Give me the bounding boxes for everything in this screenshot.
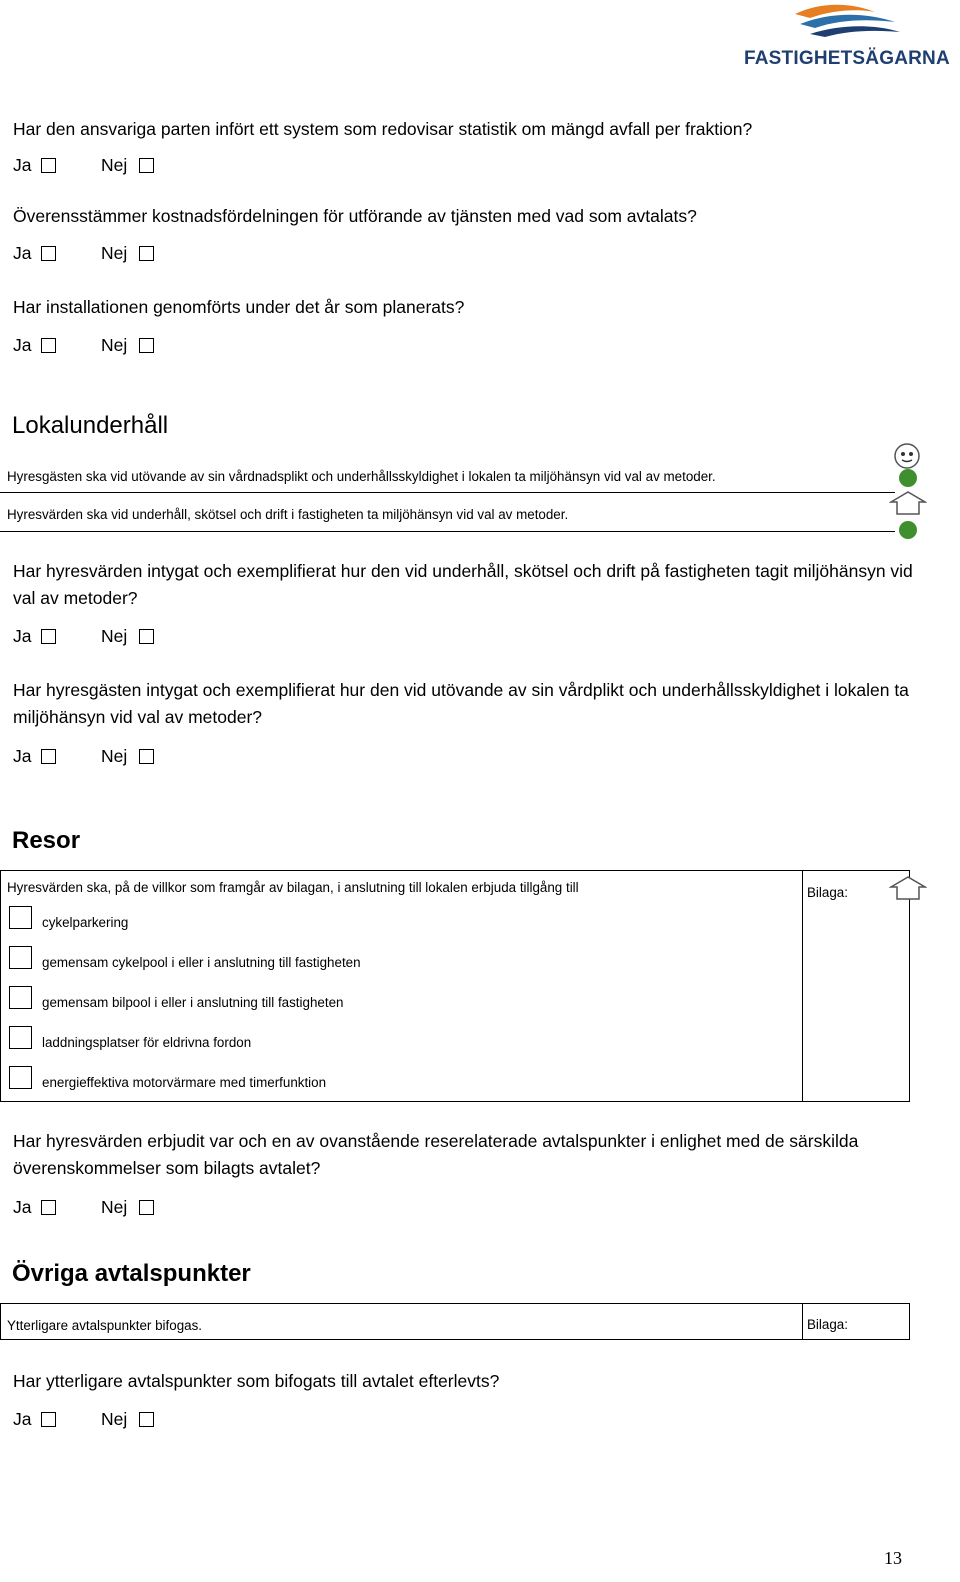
question-additional-followed: Har ytterligare avtalspunkter som bifogats till avtalet efterlevts? xyxy=(13,1371,500,1391)
yes-checkbox[interactable] xyxy=(41,246,56,261)
section-title-resor: Resor xyxy=(12,827,81,854)
yes-label: Ja xyxy=(13,746,32,766)
no-label: Nej xyxy=(101,155,128,175)
no-label: Nej xyxy=(101,243,128,263)
resor-intro: Hyresvärden ska, på de villkor som framgår av bilagan, i anslutning till lokalen erbjuda tillgång till xyxy=(7,880,579,895)
no-checkbox[interactable] xyxy=(139,246,154,261)
option-label: energieffektiva motorvärmare med timerfunktion xyxy=(42,1075,327,1090)
logo-text: FASTIGHETSÄGARNA xyxy=(744,48,950,69)
question-installation-year: Har installationen genomförts under det år som planerats? xyxy=(13,297,465,317)
no-label: Nej xyxy=(101,746,128,766)
landlord-house-icon xyxy=(889,875,927,901)
yes-checkbox[interactable] xyxy=(41,338,56,353)
yes-checkbox[interactable] xyxy=(41,749,56,764)
question-cost-allocation: Överensstämmer kostnadsfördelningen för utförande av tjänsten med vad som avtalats? xyxy=(13,206,697,226)
landlord-house-icon xyxy=(889,490,927,516)
question-travel-offered: Har hyresvärden erbjudit var och en av ovanstående reserelaterade avtalspunkter i enlighet med de särskilda överenskommelser som bilagts avtalet? xyxy=(13,1131,859,1178)
option-label: cykelparkering xyxy=(42,915,129,930)
yes-checkbox[interactable] xyxy=(41,629,56,644)
option-label: laddningsplatser för eldrivna fordon xyxy=(42,1035,252,1050)
lokal-tenant-requirement: Hyresgästen ska vid utövande av sin vårdnadsplikt och underhållsskyldighet i lokalen ta miljöhänsyn vid val av metoder. xyxy=(7,469,716,484)
resor-table xyxy=(0,870,910,1102)
yes-checkbox[interactable] xyxy=(41,1412,56,1427)
ovriga-bilaga-label: Bilaga: xyxy=(807,1317,848,1332)
yes-label: Ja xyxy=(13,1197,32,1217)
yes-label: Ja xyxy=(13,626,32,646)
question-landlord-certified: Har hyresvärden intygat och exemplifierat hur den vid underhåll, skötsel och drift på fastigheten tagit miljöhänsyn vid val av metoder? xyxy=(13,561,913,608)
no-label: Nej xyxy=(101,1197,128,1217)
yes-checkbox[interactable] xyxy=(41,1200,56,1215)
no-checkbox[interactable] xyxy=(139,629,154,644)
ovriga-table xyxy=(0,1303,910,1340)
lokal-divider xyxy=(0,492,895,493)
option-checkbox-laddningsplatser[interactable] xyxy=(9,1026,32,1049)
yes-label: Ja xyxy=(13,155,32,175)
yes-label: Ja xyxy=(13,335,32,355)
section-title-lokalunderhall: Lokalunderhåll xyxy=(12,412,169,439)
option-label: gemensam cykelpool i eller i anslutning till fastigheten xyxy=(42,955,361,970)
tenant-face-icon xyxy=(893,442,921,470)
no-label: Nej xyxy=(101,335,128,355)
yes-label: Ja xyxy=(13,1409,32,1429)
question-tenant-certified: Har hyresgästen intygat och exemplifierat hur den vid utövande av sin vårdplikt och underhållsskyldighet i lokalen ta miljöhänsyn vid val av metoder? xyxy=(13,680,909,727)
option-checkbox-cykelparkering[interactable] xyxy=(9,906,32,929)
no-checkbox[interactable] xyxy=(139,1412,154,1427)
option-checkbox-bilpool[interactable] xyxy=(9,986,32,1009)
no-checkbox[interactable] xyxy=(139,1200,154,1215)
no-checkbox[interactable] xyxy=(139,749,154,764)
option-checkbox-cykelpool[interactable] xyxy=(9,946,32,969)
no-label: Nej xyxy=(101,1409,128,1429)
no-checkbox[interactable] xyxy=(139,158,154,173)
logo-waves-icon xyxy=(740,0,955,50)
ovriga-row-text: Ytterligare avtalspunkter bifogas. xyxy=(7,1318,203,1333)
option-checkbox-motorvarmare[interactable] xyxy=(9,1066,32,1089)
logo xyxy=(740,0,955,72)
yes-checkbox[interactable] xyxy=(41,158,56,173)
option-label: gemensam bilpool i eller i anslutning till fastigheten xyxy=(42,995,344,1010)
lokal-landlord-requirement: Hyresvärden ska vid underhåll, skötsel och drift i fastigheten ta miljöhänsyn vid val av metoder. xyxy=(7,507,569,522)
page-number: 13 xyxy=(884,1548,902,1568)
status-dot-icon xyxy=(898,468,918,488)
yes-label: Ja xyxy=(13,243,32,263)
no-checkbox[interactable] xyxy=(139,338,154,353)
status-dot-icon xyxy=(898,520,918,540)
section-title-ovriga: Övriga avtalspunkter xyxy=(12,1260,251,1287)
lokal-table xyxy=(0,455,895,532)
no-label: Nej xyxy=(101,626,128,646)
ovriga-column-divider xyxy=(802,1304,803,1339)
question-waste-stats: Har den ansvariga parten infört ett system som redovisar statistik om mängd avfall per fraktion? xyxy=(13,119,753,139)
resor-bilaga-label: Bilaga: xyxy=(807,885,848,900)
resor-column-divider xyxy=(802,871,803,1101)
